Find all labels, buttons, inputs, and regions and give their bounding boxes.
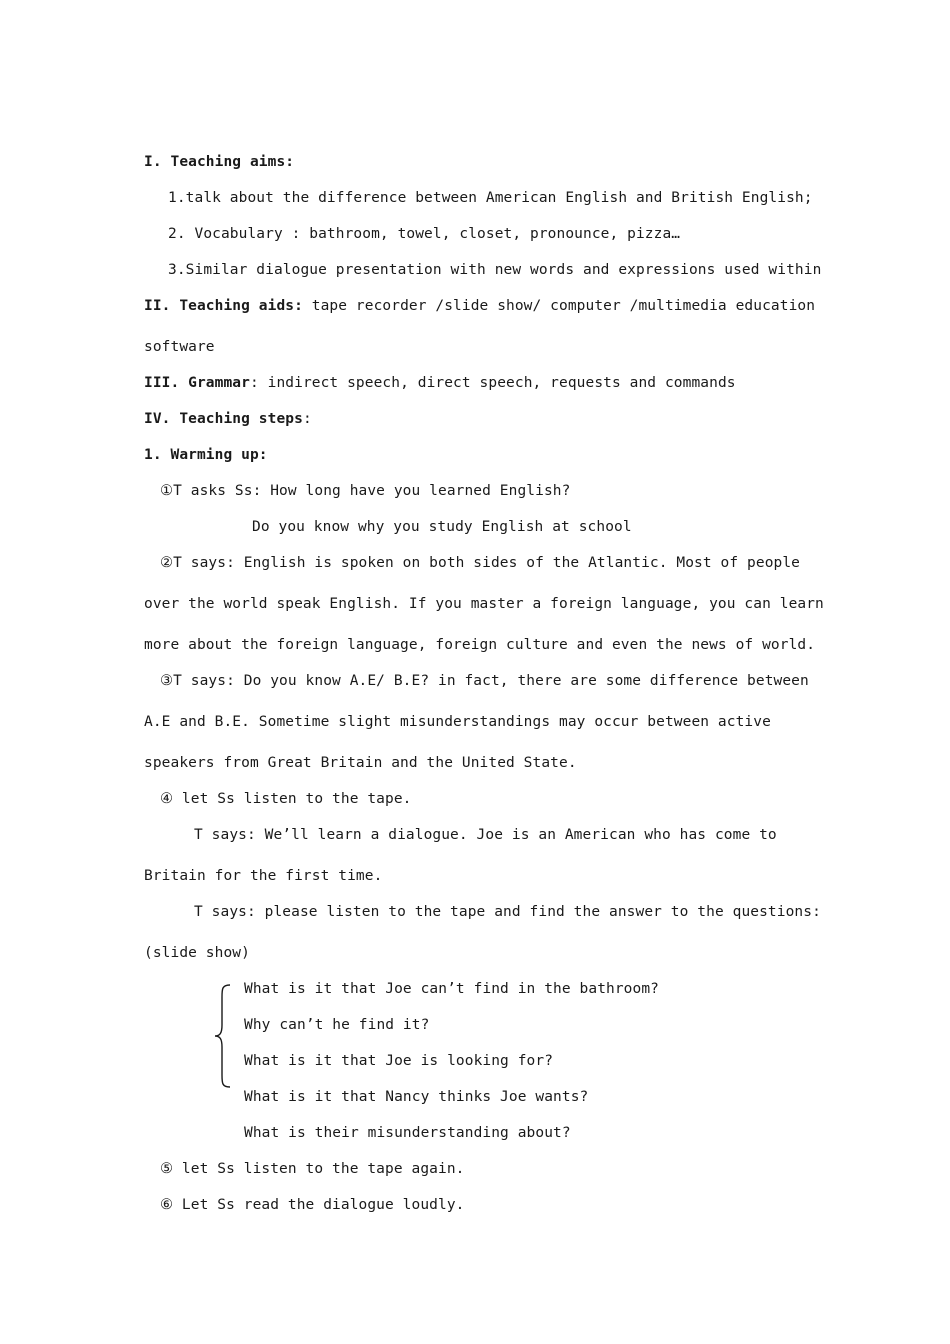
question-4: What is it that Nancy thinks Joe wants? [244, 1089, 589, 1105]
step-2-line-3: more about the foreign language, foreign culture and even the news of world. [144, 637, 816, 653]
steps-colon: : [302, 411, 312, 427]
aids-text-continued: software [144, 339, 215, 355]
steps-paragraph [144, 410, 312, 428]
step-2-line-1: ②T says: English is spoken on both sides of the Atlantic. Most of people [160, 555, 801, 571]
step-6-line: ⑥ Let Ss read the dialogue loudly. [160, 1197, 465, 1213]
step-4-line-3: Britain for the first time. [144, 868, 383, 884]
question-3: What is it that Joe is looking for? [244, 1053, 554, 1069]
aim-item-3: 3.Similar dialogue presentation with new words and expressions used within [168, 262, 822, 278]
aim-item-1: 1.talk about the difference between American English and British English; [168, 190, 813, 206]
curly-brace-icon [212, 983, 234, 1089]
heading-teaching-aims: I. Teaching aims: [144, 154, 295, 170]
aim-item-2: 2. Vocabulary : bathroom, towel, closet, pronounce, pizza… [168, 226, 681, 242]
step-4-line-2: T says: We’ll learn a dialogue. Joe is an American who has come to [194, 827, 777, 843]
question-2: Why can’t he find it? [244, 1017, 430, 1033]
heading-warming-up: 1. Warming up: [144, 447, 268, 463]
question-5: What is their misunderstanding about? [244, 1125, 571, 1141]
step-1-line-2: Do you know why you study English at school [252, 519, 632, 535]
step-4-line-5: (slide show) [144, 945, 250, 961]
heading-grammar: III. Grammar [144, 375, 250, 391]
heading-teaching-aids: II. Teaching aids: [144, 298, 303, 314]
question-1: What is it that Joe can’t find in the bathroom? [244, 981, 659, 997]
step-4-line-4: T says: please listen to the tape and find the answer to the questions: [194, 904, 821, 920]
step-3-line-3: speakers from Great Britain and the United State. [144, 755, 577, 771]
heading-teaching-steps: IV. Teaching steps [144, 411, 303, 427]
step-1-line: ①T asks Ss: How long have you learned English? [160, 483, 571, 499]
step-4-line-1: ④ let Ss listen to the tape. [160, 791, 412, 807]
step-3-line-1: ③T says: Do you know A.E/ B.E? in fact, there are some difference between [160, 673, 809, 689]
aids-paragraph [144, 297, 815, 315]
grammar-paragraph [144, 374, 736, 392]
step-5-line: ⑤ let Ss listen to the tape again. [160, 1161, 465, 1177]
aids-text: tape recorder /slide show/ computer /multimedia education [302, 298, 816, 314]
grammar-text: : indirect speech, direct speech, requests and commands [249, 375, 736, 391]
step-2-line-2: over the world speak English. If you master a foreign language, you can learn [144, 596, 824, 612]
step-3-line-2: A.E and B.E. Sometime slight misunderstandings may occur between active [144, 714, 771, 730]
